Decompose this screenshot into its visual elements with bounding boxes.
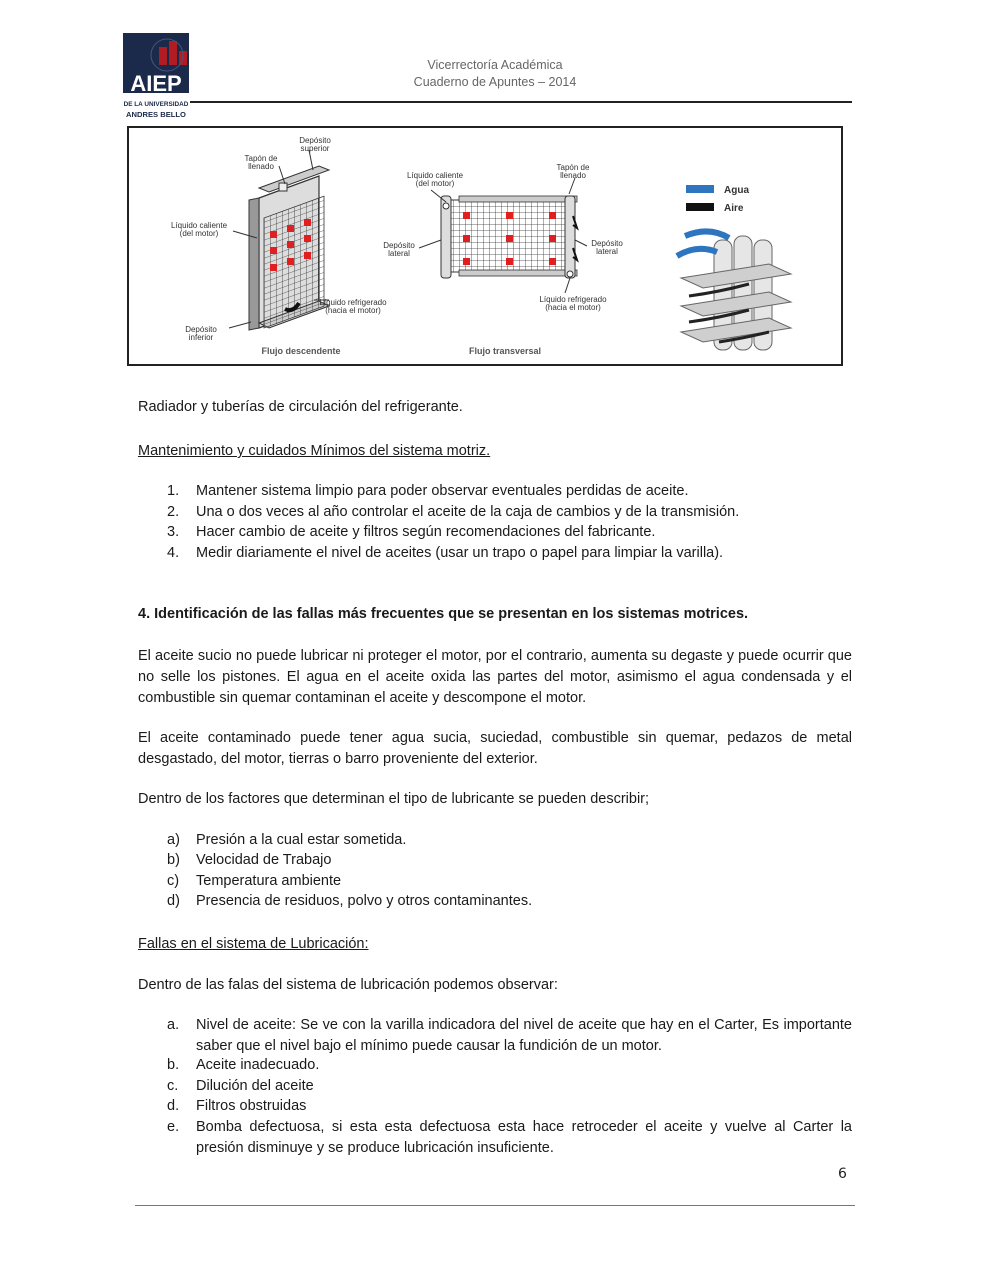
section-4-title: 4. Identificación de las fallas más frecuentes que se presentan en los sistemas motrices.	[138, 606, 749, 622]
list-marker: c)	[167, 873, 180, 889]
label-mid-deposito-lateral-l2: lateral	[388, 249, 410, 258]
label-tapon-2: llenado	[248, 162, 274, 171]
figure-caption: Radiador y tuberías de circulación del refrigerante.	[138, 399, 463, 415]
label-mid-liquido-refrigerado-1: Líquido refrigerado	[539, 295, 607, 304]
radiator-downflow	[229, 150, 329, 330]
list-text: Velocidad de Trabajo	[196, 852, 332, 868]
paragraph-factores: Dentro de los factores que determinan el tipo de lubricante se pueden describir;	[138, 791, 650, 807]
list-marker: d.	[167, 1098, 180, 1114]
label-liquido-caliente-1: Líquido caliente	[170, 221, 228, 230]
logo-sub2: ANDRES BELLO	[126, 110, 186, 119]
legend-aire: Aire	[724, 203, 744, 214]
label-mid-liquido-caliente-2: (del motor)	[415, 179, 455, 188]
logo-sub1: DE LA UNIVERSIDAD	[123, 101, 189, 108]
label-mid-liquido-refrigerado-2: (hacia el motor)	[545, 303, 601, 312]
heading-mantenimiento: Mantenimiento y cuidados Mínimos del sistema motriz.	[138, 443, 491, 459]
list-text: Temperatura ambiente	[196, 873, 342, 889]
fin-detail-illustration	[677, 231, 791, 350]
legend-swatch-agua	[686, 185, 714, 193]
list-text: Hacer cambio de aceite y filtros según recomendaciones del fabricante.	[196, 524, 656, 540]
list-marker: b.	[167, 1057, 180, 1073]
label-mid-tapon-1: Tapón de	[556, 163, 590, 172]
label-deposito-inferior-2: inferior	[188, 333, 214, 342]
list-text: Presión a la cual estar sometida.	[196, 832, 407, 848]
radiator-crossflow	[419, 178, 587, 293]
header-divider	[190, 101, 852, 103]
list-marker: a)	[167, 832, 180, 848]
caption-flujo-descendente: Flujo descendente	[261, 346, 341, 356]
label-mid-deposito-lateral-r2: lateral	[596, 247, 618, 256]
label-liquido-refrigerado-1: Líquido refrigerado	[319, 298, 387, 307]
list-marker: b)	[167, 852, 180, 868]
list-marker: 2.	[167, 504, 180, 520]
list-text: Filtros obstruidas	[196, 1098, 307, 1114]
list-text: Nivel de aceite: Se ve con la varilla indicadora del nivel de aceite que hay en el Carter, Es importante saber que el nivel bajo el mínimo puede causar la fundición de un motor.	[196, 1017, 852, 1054]
logo-text: AIEP	[130, 71, 182, 96]
label-deposito-superior-1: Depósito	[299, 136, 331, 145]
label-liquido-refrigerado-2: (hacia el motor)	[325, 306, 381, 315]
list-marker: e.	[167, 1119, 180, 1135]
paragraph-aceite-sucio: El aceite sucio no puede lubricar ni proteger el motor, por el contrario, aumenta su degaste y puede ocurrir que no selle los pistones. El agua en el aceite oxida las partes del motor, asimismo el agua condensada y el combustible sin quemar contaminan el aceite y descompone el motor.	[138, 648, 852, 706]
header-title: Vicerrectoría Académica	[427, 58, 563, 72]
legend-swatch-aire	[686, 203, 714, 211]
label-mid-tapon-2: llenado	[560, 171, 586, 180]
label-mid-deposito-lateral-r1: Depósito	[591, 239, 623, 248]
list-text: Presencia de residuos, polvo y otros contaminantes.	[196, 893, 533, 909]
legend-agua: Agua	[724, 185, 749, 196]
list-marker: 1.	[167, 483, 180, 499]
page-number: 6	[838, 1166, 847, 1182]
label-tapon-1: Tapón de	[244, 154, 278, 163]
list-marker: d)	[167, 893, 180, 909]
label-liquido-caliente-2: (del motor)	[179, 229, 219, 238]
aiep-logo	[123, 33, 189, 121]
list-marker: 4.	[167, 545, 180, 561]
list-text: Aceite inadecuado.	[196, 1057, 320, 1073]
legend	[686, 185, 749, 214]
list-text: Mantener sistema limpio para poder observar eventuales perdidas de aceite.	[196, 483, 689, 499]
footer-divider	[135, 1205, 855, 1206]
list-text: Bomba defectuosa, si esta esta defectuosa esta hace retroceder el aceite y vuelve al Carter la presión disminuye y se produce lubricación insuficiente.	[196, 1119, 852, 1156]
paragraph-fallas-intro: Dentro de las falas del sistema de lubricación podemos observar:	[138, 977, 558, 993]
list-text: Medir diariamente el nivel de aceites (usar un trapo o papel para limpiar la varilla).	[196, 545, 724, 561]
list-text: Dilución del aceite	[196, 1078, 314, 1094]
list-marker: c.	[167, 1078, 179, 1094]
list-text: Una o dos veces al año controlar el aceite de la caja de cambios y de la transmisión.	[196, 504, 740, 520]
list-marker: a.	[167, 1017, 180, 1033]
heading-fallas: Fallas en el sistema de Lubricación:	[138, 936, 369, 952]
paragraph-aceite-contaminado: El aceite contaminado puede tener agua sucia, suciedad, combustible sin quemar, pedazos de metal desgastado, del motor, tierras o barro proveniente del exterior.	[138, 730, 852, 767]
header-subtitle: Cuaderno de Apuntes – 2014	[413, 75, 577, 89]
list-marker: 3.	[167, 524, 180, 540]
radiator-figure	[127, 126, 843, 366]
label-mid-deposito-lateral-l1: Depósito	[383, 241, 415, 250]
label-mid-liquido-caliente-1: Líquido caliente	[406, 171, 464, 180]
label-deposito-inferior-1: Depósito	[185, 325, 217, 334]
label-deposito-superior-2: superior	[300, 144, 330, 153]
caption-flujo-transversal: Flujo transversal	[468, 346, 542, 356]
